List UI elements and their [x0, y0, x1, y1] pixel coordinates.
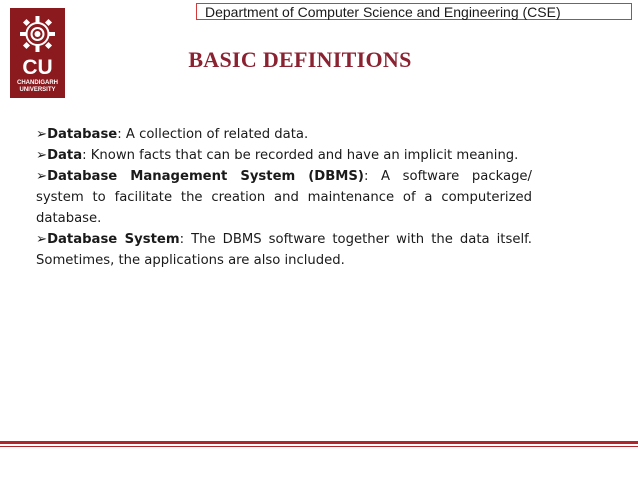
definition-text: : Known facts that can be recorded and have an implicit meaning.: [82, 148, 519, 163]
definition-term: Database System: [47, 232, 180, 247]
department-name: Department of Computer Science and Engineering (CSE): [205, 4, 561, 20]
footer-rule-thin: [0, 446, 638, 447]
definition-term: Database Management System (DBMS): [47, 169, 364, 184]
logo-name: [10, 80, 65, 94]
bullet-arrow-icon: ➢: [36, 127, 48, 142]
logo-name-line1: CHANDIGARH: [17, 80, 58, 86]
bullet-arrow-icon: ➢: [36, 169, 48, 184]
definition-term: Data: [47, 148, 83, 163]
bullet-arrow-icon: ➢: [36, 232, 48, 247]
definition-text: : A collection of related data.: [117, 127, 309, 142]
definition-item: [36, 145, 532, 166]
logo-name-line2: UNIVERSITY: [19, 87, 56, 93]
bullet-arrow-icon: ➢: [36, 148, 48, 163]
slide-title-text: BASIC DEFINITIONS: [188, 47, 412, 72]
definition-text: : A software package/ system to facilitate the creation and maintenance of a computerized database.: [36, 169, 532, 226]
definition-item: [36, 229, 532, 271]
definition-item: [36, 124, 532, 145]
footer-rule-thick: [0, 441, 638, 444]
logo-mark: CU: [22, 56, 53, 79]
definition-item: [36, 166, 532, 229]
definition-term: Database: [47, 127, 118, 142]
definition-text: : The DBMS software together with the data itself. Sometimes, the applications are also included.: [36, 232, 532, 268]
definitions-list: [36, 124, 532, 271]
slide-title: [0, 47, 600, 73]
